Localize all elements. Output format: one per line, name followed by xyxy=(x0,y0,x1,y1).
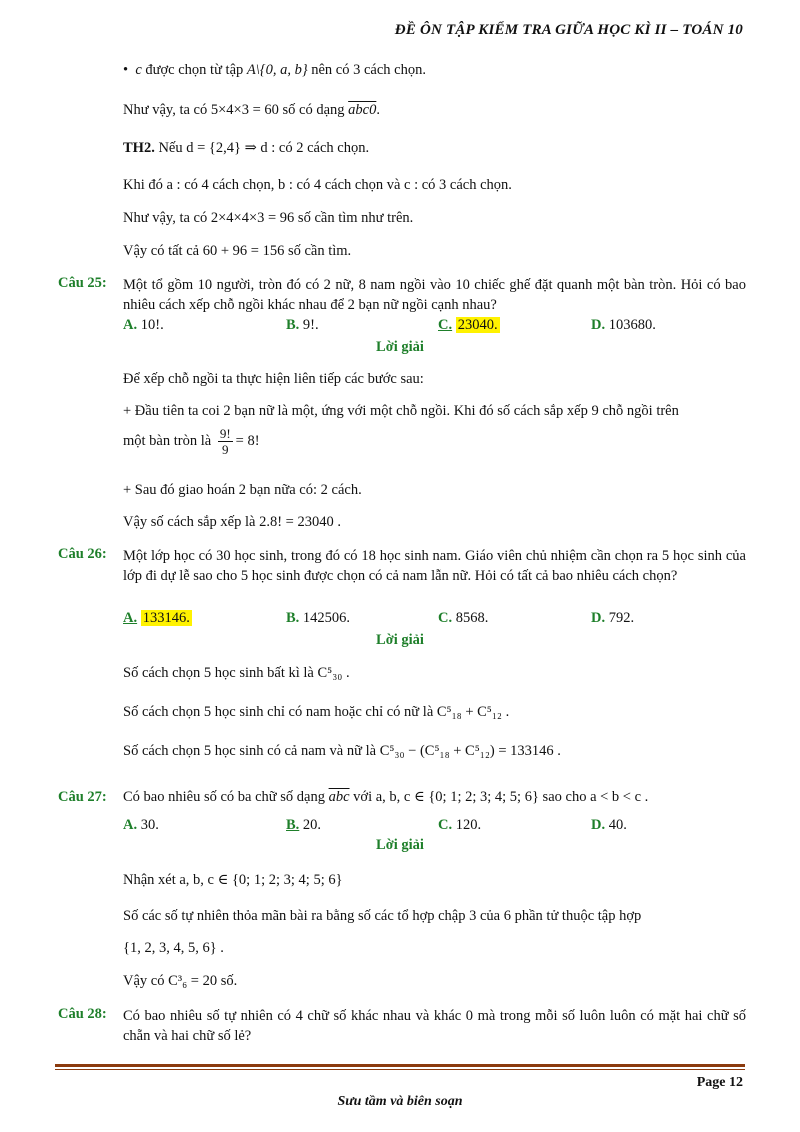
q26-option-d: D. 792. xyxy=(591,610,635,626)
page-number: Page 12 xyxy=(696,1075,743,1090)
q27-solution-line-3: {1, 2, 3, 4, 5, 6} . xyxy=(123,940,224,956)
question-26-label: Câu 26: xyxy=(58,546,107,562)
q27-option-d: D. 40. xyxy=(591,817,627,833)
q27-option-c: C. 120. xyxy=(438,817,482,833)
q25-solution-line-1: Để xếp chỗ ngồi ta thực hiện liên tiếp các bước sau: xyxy=(123,371,424,387)
q26-solution-line-2: Số cách chọn 5 học sinh chỉ có nam hoặc chỉ có nữ là C⁵₁₈ + C⁵₁₂ . xyxy=(123,704,510,720)
question-25-label: Câu 25: xyxy=(58,275,107,291)
q26-solution-title: Lời giải xyxy=(376,632,424,648)
q27-solution-line-1: Nhận xét a, b, c ∈ {0; 1; 2; 3; 4; 5; 6} xyxy=(123,872,343,888)
q26-option-c: C. 8568. xyxy=(438,610,489,626)
q27-option-b-correct: B. 20. xyxy=(286,817,322,833)
question-27-label: Câu 27: xyxy=(58,789,107,805)
prev-th2-line: TH2. Nếu d = {2,4} ⇒ d : có 2 cách chọn. xyxy=(123,140,370,156)
q27-solution-line-2: Số các số tự nhiên thỏa mãn bài ra bằng số các tổ hợp chập 3 của 6 phần tử thuộc tập hợp xyxy=(123,908,642,924)
prev-line-6: Vậy có tất cả 60 + 96 = 156 số cần tìm. xyxy=(123,243,352,259)
q26-option-b: B. 142506. xyxy=(286,610,351,626)
footer-rule-thin xyxy=(55,1069,745,1070)
question-27-text: Có bao nhiêu số có ba chữ số dạng $\overline{abc}$ với a, b, c ∈ {0; 1; 2; 3; 4; 5; 6} sao cho a < b < c . xyxy=(123,789,649,805)
q25-solution-line-3: một bàn tròn là $\frac{9!}{9}$ = 8! xyxy=(123,426,260,457)
prev-bullet-line: • c được chọn từ tập A\{0, a, b} nên có 3 cách chọn. xyxy=(123,62,426,78)
footer-rule-thick xyxy=(55,1064,745,1067)
q25-option-c-correct: C. 23040. xyxy=(438,317,498,333)
prev-line-4: Khi đó a : có 4 cách chọn, b : có 4 cách chọn và c : có 3 cách chọn. xyxy=(123,177,512,193)
q26-solution-line-3: Số cách chọn 5 học sinh có cả nam và nữ là C⁵₃₀ − (C⁵₁₈ + C⁵₁₂) = 133146 . xyxy=(123,743,561,759)
prev-line-5: Như vậy, ta có 2×4×4×3 = 96 số cần tìm như trên. xyxy=(123,210,414,226)
footer-credit: Sưu tầm và biên soạn xyxy=(337,1094,463,1109)
q25-solution-line-5: Vậy số cách sắp xếp là 2.8! = 23040 . xyxy=(123,514,341,530)
question-26-text: Một lớp học có 30 học sinh, trong đó có 18 học sinh nam. Giáo viên chủ nhiệm cần chọn ra 5 học sinh của lớp đi dự lễ sao cho 5 học sinh được chọn có cả nam lẫn nữ. Hỏi có tất cả bao nhiêu cách chọn? xyxy=(123,548,746,584)
page-header-title: ĐỀ ÔN TẬP KIỂM TRA GIỮA HỌC KÌ II – TOÁN 10 xyxy=(394,22,743,38)
q27-solution-title: Lời giải xyxy=(376,837,424,853)
q25-solution-line-4: + Sau đó giao hoán 2 bạn nữa có: 2 cách. xyxy=(123,482,362,498)
bullet-icon: • xyxy=(123,62,136,78)
q26-option-a-correct: A. 133146. xyxy=(123,610,190,626)
question-28-text: Có bao nhiêu số tự nhiên có 4 chữ số khác nhau và khác 0 mà trong mỗi số luôn luôn có mặt hai chữ số chẵn và hai chữ số lẻ? xyxy=(123,1008,746,1044)
q25-option-b: B. 9!. xyxy=(286,317,319,333)
fraction-9-factorial-over-9: $\frac{9!}{9}$ xyxy=(219,426,231,457)
q25-solution-line-2: + Đầu tiên ta coi 2 bạn nữ là một, ứng với một chỗ ngồi. Khi đó số cách sắp xếp 9 chỗ ngồi trên xyxy=(123,403,679,419)
q25-option-a: A. 10!. xyxy=(123,317,164,333)
question-25-text: Một tổ gồm 10 người, tròn đó có 2 nữ, 8 nam ngồi vào 10 chiếc ghế đặt quanh một bàn tròn. Hỏi có bao nhiêu cách xếp chỗ ngồi khác nhau để 2 bạn nữ ngồi cạnh nhau? xyxy=(123,277,746,313)
q27-option-a: A. 30. xyxy=(123,817,159,833)
q25-solution-title: Lời giải xyxy=(376,339,424,355)
prev-line-2: Như vậy, ta có 5×4×3 = 60 số có dạng abc0. xyxy=(123,102,380,118)
q27-solution-line-4: Vậy có C³₆ = 20 số. xyxy=(123,973,238,989)
question-28-label: Câu 28: xyxy=(58,1006,107,1022)
q25-option-d: D. 103680. xyxy=(591,317,656,333)
q26-solution-line-1: Số cách chọn 5 học sinh bất kì là C⁵₃₀ . xyxy=(123,665,350,681)
